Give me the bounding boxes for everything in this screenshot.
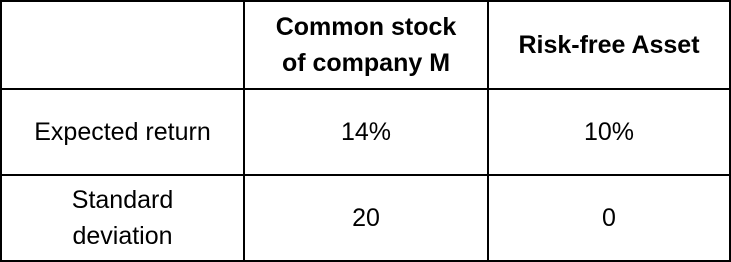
standard-deviation-label-line2: deviation: [72, 222, 173, 250]
standard-deviation-risk-free-value: 0: [602, 204, 616, 232]
expected-return-common-stock-value: 14%: [340, 118, 392, 146]
standard-deviation-risk-free-cell: [489, 176, 729, 260]
expected-return-label-cell: [2, 90, 243, 174]
header-empty-cell: [2, 2, 243, 88]
expected-return-common-stock-cell: [245, 90, 487, 174]
header-common-stock-line1: Common stock: [275, 13, 457, 41]
header-risk-free-cell: [489, 2, 729, 88]
standard-deviation-label-line1: Standard: [71, 186, 174, 214]
expected-return-risk-free-cell: [489, 90, 729, 174]
header-common-stock-cell: [245, 2, 487, 88]
standard-deviation-common-stock-cell: [245, 176, 487, 260]
standard-deviation-common-stock-value: 20: [352, 204, 380, 232]
header-common-stock-line2: of company M: [281, 49, 451, 77]
header-risk-free-label: Risk-free Asset: [518, 31, 700, 59]
expected-return-risk-free-value: 10%: [583, 118, 635, 146]
expected-return-label: Expected return: [34, 118, 211, 146]
standard-deviation-label-cell: [2, 176, 243, 260]
